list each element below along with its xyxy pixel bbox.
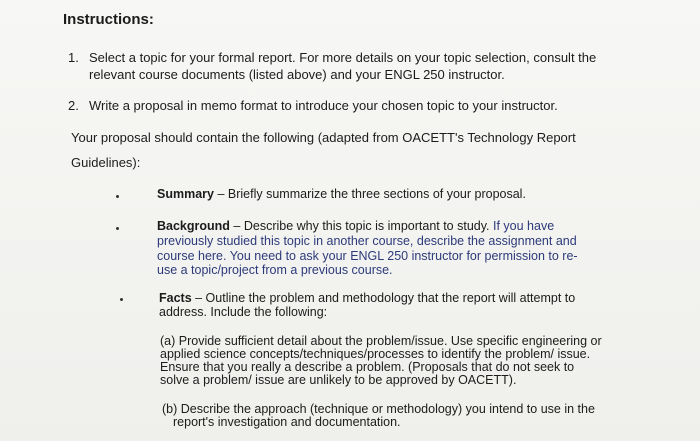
facts-term: Facts	[159, 291, 192, 305]
background-line-3: course here. You need to ask your ENGL 250 instructor for permission to re-	[157, 249, 578, 263]
background-term: Background	[157, 219, 230, 233]
bullet-dot	[116, 195, 119, 198]
background-text: – Describe why this topic is important to study.	[229, 219, 494, 233]
intro-line-2: Guidelines):	[71, 155, 141, 170]
item-1-number: 1.	[68, 50, 79, 65]
bullet-dot	[116, 227, 119, 230]
facts-sub-a-line-3: Ensure that you really a describe a problem. (Proposals that do not seek to	[160, 360, 575, 374]
item-2-number: 2.	[68, 98, 79, 113]
summary-bullet	[157, 187, 526, 201]
summary-term: Summary	[157, 187, 214, 201]
item-2-line-1: Write a proposal in memo format to introduce your chosen topic to your instructor.	[89, 98, 558, 113]
background-line-4: use a topic/project from a previous course.	[157, 263, 393, 277]
background-highlight-text: If you have	[493, 219, 555, 233]
facts-sub-a-line-2: applied science concepts/techniques/processes to identify the problem/ issue.	[160, 347, 591, 361]
summary-text: – Briefly summarize the three sections of your proposal.	[213, 187, 526, 201]
intro-line-1: Your proposal should contain the following (adapted from OACETT's Technology Report	[71, 130, 576, 145]
background-line-2: previously studied this topic in another course, describe the assignment and	[157, 234, 577, 248]
facts-sub-a-line-4: solve a problem/ issue are unlikely to be approved by OACETT).	[160, 373, 517, 387]
facts-bullet-line-1	[159, 291, 575, 305]
instructions-heading: Instructions:	[63, 11, 154, 28]
item-1-line-1: Select a topic for your formal report. For more details on your topic selection, consult the	[89, 50, 597, 65]
facts-text: – Outline the problem and methodology that the report will attempt to	[191, 291, 576, 305]
background-bullet-line-1	[157, 219, 554, 233]
facts-sub-a-line-1: (a) Provide sufficient detail about the problem/issue. Use specific engineering or	[160, 334, 602, 348]
facts-sub-b-line-1: (b) Describe the approach (technique or methodology) you intend to use in the	[162, 402, 595, 416]
facts-sub-b-line-2: report's investigation and documentation.	[173, 415, 401, 429]
facts-line-2: address. Include the following:	[159, 305, 328, 319]
item-1-line-2: relevant course documents (listed above) and your ENGL 250 instructor.	[89, 67, 505, 82]
bullet-dot	[120, 298, 123, 301]
